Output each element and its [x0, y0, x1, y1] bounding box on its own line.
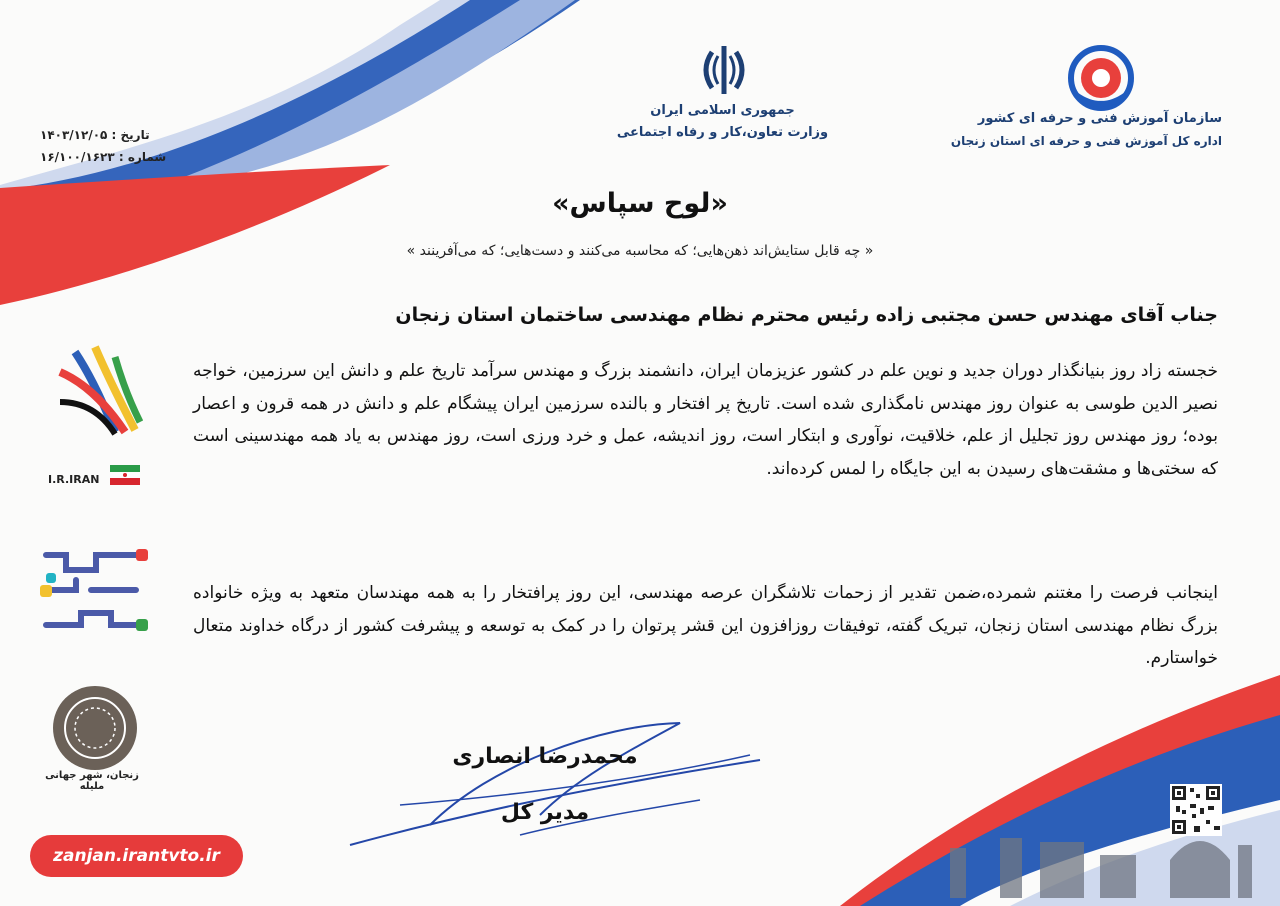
org-line-1: سازمان آموزش فنی و حرفه ای کشور	[977, 111, 1222, 126]
zanjan-city-seal-icon	[50, 683, 140, 773]
tvto-logo-icon	[1068, 45, 1134, 111]
body-paragraph-2: اینجانب فرصت را مغتنم شمرده،ضمن تقدیر از زحمات تلاشگران عرصه مهندسی، این روز پرافتخار را به همه مهندسان متعهد به ویژه خانواده بزرگ نظام مهندسی استان زنجان، تبریک گفته، توفیقات روزافزون این قشر پرتوان را در کمک به توسعه و پیشرفت کشور از درگاه خداوند متعال خواستارم.	[193, 583, 1218, 668]
republic-line: جمهوری اسلامی ایران	[650, 103, 795, 118]
signatory-role: مدیر کل	[500, 800, 590, 825]
certificate-title: «لوح سپاس»	[552, 188, 728, 219]
city-caption: زنجان، شهر جهانی ملیله	[45, 770, 139, 792]
qr-code-icon	[1170, 784, 1222, 836]
ministry-header	[600, 100, 845, 144]
motto: « چه قابل ستایش‌اند ذهن‌هایی؛ که محاسبه می‌کنند و دست‌هایی؛ که می‌آفرینند »	[406, 243, 874, 259]
national-day-logo-icon	[55, 342, 143, 438]
org-header	[902, 108, 1222, 152]
signatory-name: محمدرضا انصاری	[452, 744, 638, 769]
signature-scribble-icon	[340, 705, 780, 855]
ministry-line: وزارت تعاون،کار و رفاه اجتماعی	[616, 125, 829, 140]
website-url[interactable]: zanjan.irantvto.ir	[30, 835, 243, 877]
skills-field-logo-icon	[36, 545, 151, 635]
date-value: ۱۴۰۳/۱۲/۰۵	[40, 128, 108, 142]
iran-emblem-icon	[696, 42, 752, 98]
date-label: تاریخ :	[111, 128, 150, 142]
number-value: ۱۶/۱۰۰/۱۶۲۳	[40, 150, 115, 164]
iran-label: I.R.IRAN	[48, 473, 100, 486]
org-line-2: اداره کل آموزش فنی و حرفه ای استان زنجان	[950, 134, 1222, 148]
document-meta	[40, 124, 166, 168]
number-label: شماره :	[118, 150, 167, 164]
body-paragraph-1: خجسته زاد روز بنیانگذار دوران جدید و نوین علم در کشور عزیزمان ایران، دانشمند بزرگ و مهندس سرآمد تاریخ علم و دانش این سرزمین، خواجه نصیر الدین طوسی به عنوان روز مهندس نامگذاری شده است. تاریخ پر افتخار و بالنده سرزمین ایران پیشگام علم و دانش در همه قرون و اعصار بوده؛ روز مهندس روز تجلیل از علم، خلاقیت، نوآوری و ابتکار است، روز اندیشه، عمل و خرد ورزی است، روز مهندس به یاد همه مهندسینی است که سختی‌ها و مشقت‌های رسیدن به این جایگاه را لمس کرده‌اند.	[193, 361, 1218, 479]
addressee: جناب آقای مهندس حسن مجتبی زاده رئیس محترم نظام مهندسی ساختمان استان زنجان	[395, 304, 1218, 326]
iran-flag-icon	[110, 465, 140, 485]
